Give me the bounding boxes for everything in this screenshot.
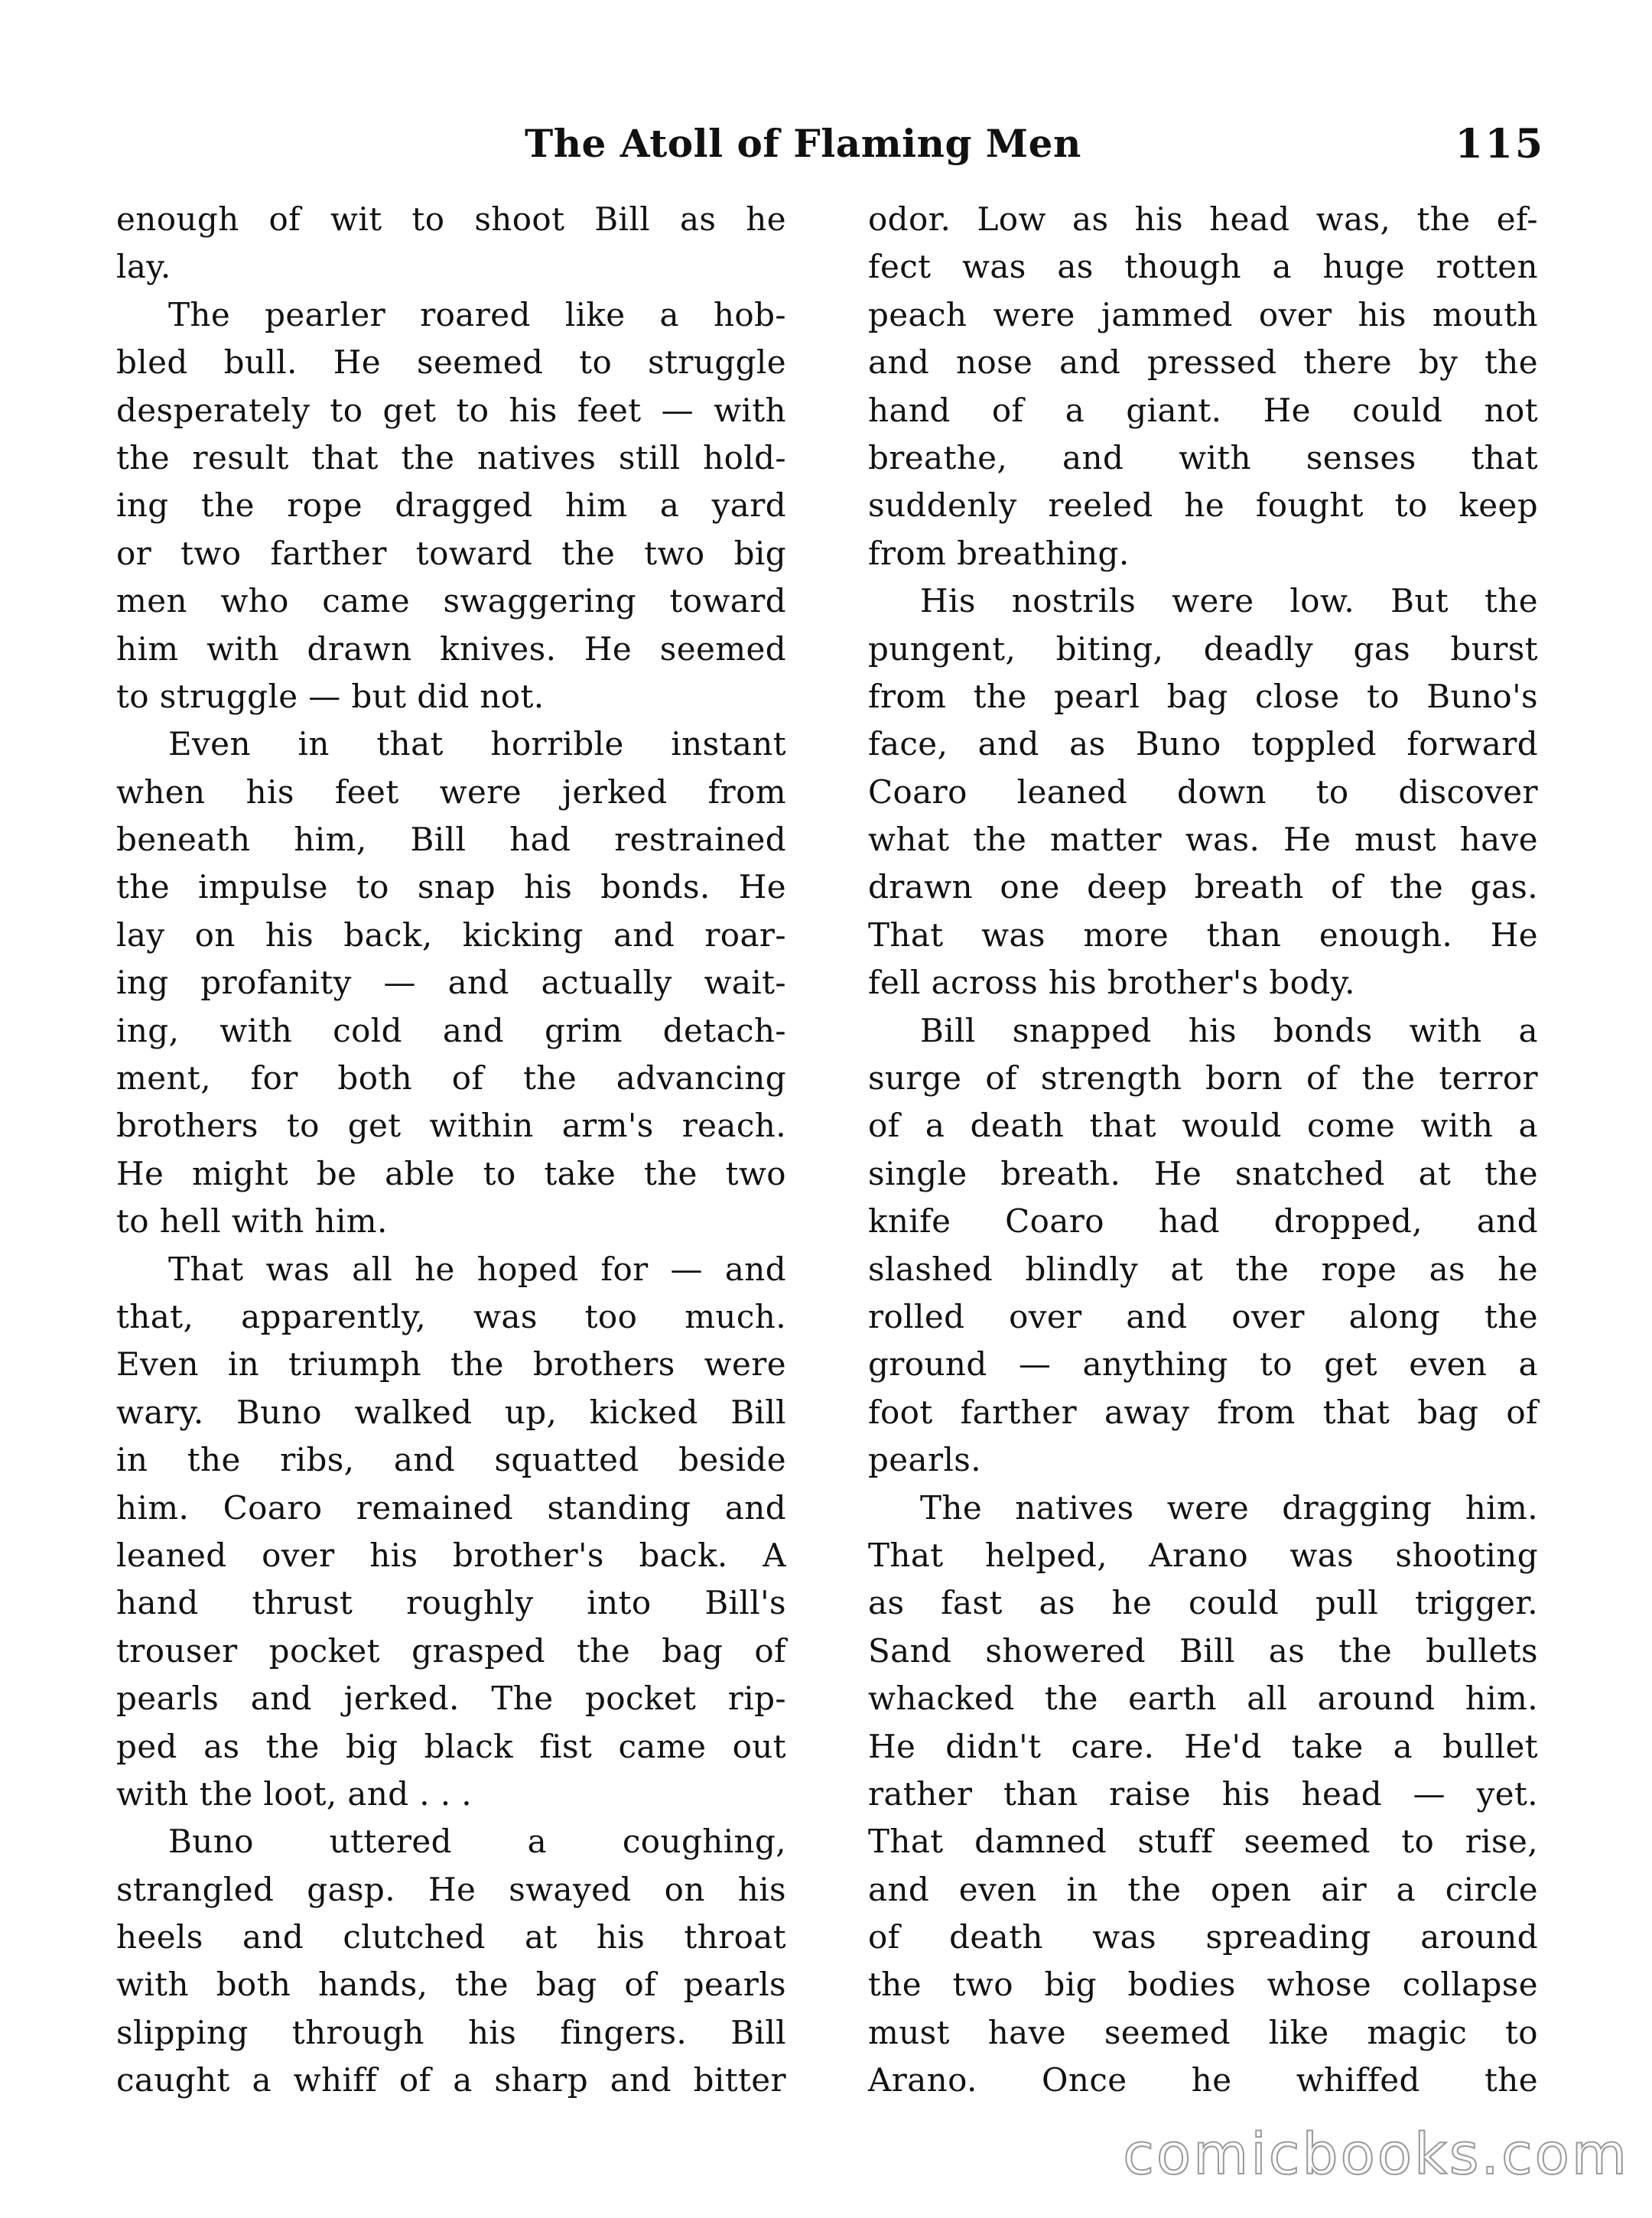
text-line: of a death that would come with a — [868, 1107, 1538, 1145]
text-line: must have seemed like magic to — [868, 2013, 1538, 2051]
text-line: pearls. — [868, 1441, 981, 1479]
text-line: face, and as Buno toppled forward — [868, 725, 1538, 763]
text-line: and even in the open air a circle — [868, 1870, 1538, 1908]
text-line: His nostrils were low. But the — [920, 582, 1538, 620]
text-line: That was more than enough. He — [868, 915, 1538, 954]
text-line: with both hands, the bag of pearls — [116, 1966, 786, 2004]
text-line: hand of a giant. He could not — [868, 391, 1538, 429]
page-header — [115, 121, 1545, 182]
text-line: odor. Low as his head was, the ef- — [868, 200, 1538, 238]
text-line: wary. Buno walked up, kicked Bill — [116, 1393, 786, 1431]
text-line: in the ribs, and squatted beside — [116, 1441, 786, 1479]
text-line: whacked the earth all around him. — [868, 1680, 1538, 1718]
text-column-right — [868, 196, 1538, 2105]
text-line: him with drawn knives. He seemed — [116, 629, 786, 668]
text-line: ground — anything to get even a — [868, 1345, 1538, 1384]
text-line: rather than raise his head — yet. — [868, 1774, 1538, 1813]
text-line: ing profanity — and actually wait- — [116, 964, 786, 1002]
text-line: pungent, biting, deadly gas burst — [868, 629, 1538, 668]
text-line: lay on his back, kicking and roar- — [116, 915, 786, 954]
text-line: to struggle — but did not. — [116, 677, 545, 715]
text-line: Coaro leaned down to discover — [868, 772, 1538, 811]
text-line: with the loot, and . . . — [116, 1774, 473, 1813]
text-line: ing, with cold and grim detach- — [116, 1011, 786, 1049]
text-line: trouser pocket grasped the bag of — [116, 1631, 786, 1670]
text-line: ment, for both of the advancing — [116, 1059, 786, 1098]
text-line: That damned stuff seemed to rise, — [868, 1823, 1538, 1861]
text-line: That was all he hoped for — and — [168, 1250, 786, 1288]
text-line: The natives were dragging him. — [920, 1488, 1538, 1527]
text-line: caught a whiff of a sharp and bitter — [116, 2061, 786, 2099]
text-line: and nose and pressed there by the — [868, 343, 1538, 382]
text-line: foot farther away from that bag of — [868, 1393, 1538, 1431]
text-line: breathe, and with senses that — [868, 438, 1538, 476]
text-line: pearls and jerked. The pocket rip- — [116, 1680, 786, 1718]
text-line: That helped, Arano was shooting — [868, 1536, 1538, 1574]
text-line: desperately to get to his feet — with — [116, 391, 786, 429]
text-line: the impulse to snap his bonds. He — [116, 868, 786, 906]
text-line: fell across his brother's body. — [868, 964, 1355, 1002]
text-line: hand thrust roughly into Bill's — [116, 1584, 786, 1622]
text-line: from the pearl bag close to Buno's — [868, 677, 1538, 715]
text-line: as fast as he could pull trigger. — [868, 1584, 1538, 1622]
text-line: knife Coaro had dropped, and — [868, 1202, 1538, 1241]
text-line: Even in that horrible instant — [168, 725, 786, 763]
text-line: or two farther toward the two big — [116, 534, 786, 572]
text-line: rolled over and over along the — [868, 1297, 1538, 1335]
text-line: lay. — [116, 248, 171, 286]
text-line: He didn't care. He'd take a bullet — [868, 1727, 1538, 1765]
text-line: ing the rope dragged him a yard — [116, 486, 786, 525]
watermark: comicbooks.com — [1123, 2122, 1629, 2187]
text-line: He might be able to take the two — [116, 1154, 786, 1192]
text-line: The pearler roared like a hob- — [168, 295, 786, 333]
text-line: him. Coaro remained standing and — [116, 1488, 786, 1527]
text-line: Buno uttered a coughing, — [168, 1823, 786, 1861]
text-line: suddenly reeled he fought to keep — [868, 486, 1538, 525]
text-line: leaned over his brother's back. A — [116, 1536, 786, 1574]
text-line: when his feet were jerked from — [116, 772, 786, 811]
text-line: drawn one deep breath of the gas. — [868, 868, 1538, 906]
text-line: slashed blindly at the rope as he — [868, 1250, 1538, 1288]
text-line: Even in triumph the brothers were — [116, 1345, 786, 1384]
text-line: that, apparently, was too much. — [116, 1297, 786, 1335]
page-number: 115 — [1455, 121, 1545, 167]
text-line: of death was spreading around — [868, 1918, 1538, 1956]
text-line: heels and clutched at his throat — [116, 1918, 786, 1956]
text-line: slipping through his fingers. Bill — [116, 2013, 786, 2051]
text-line: from breathing. — [868, 534, 1130, 572]
text-column-left — [116, 196, 786, 2105]
text-line: brothers to get within arm's reach. — [116, 1107, 786, 1145]
text-line: the result that the natives still hold- — [116, 438, 786, 476]
text-line: Sand showered Bill as the bullets — [868, 1631, 1538, 1670]
text-line: peach were jammed over his mouth — [868, 295, 1538, 333]
text-line: single breath. He snatched at the — [868, 1154, 1538, 1192]
text-line: enough of wit to shoot Bill as he — [116, 200, 786, 238]
running-title: The Atoll of Flaming Men — [525, 121, 1081, 166]
text-line: men who came swaggering toward — [116, 582, 786, 620]
text-line: strangled gasp. He swayed on his — [116, 1870, 786, 1908]
text-line: to hell with him. — [116, 1202, 388, 1241]
text-line: Arano. Once he whiffed the — [868, 2061, 1538, 2099]
text-line: bled bull. He seemed to struggle — [116, 343, 786, 382]
text-line: fect was as though a huge rotten — [868, 248, 1538, 286]
text-line: the two big bodies whose collapse — [868, 1966, 1538, 2004]
text-line: what the matter was. He must have — [868, 821, 1538, 859]
text-line: ped as the big black fist came out — [116, 1727, 786, 1765]
text-line: surge of strength born of the terror — [868, 1059, 1538, 1098]
text-line: Bill snapped his bonds with a — [920, 1011, 1538, 1049]
text-line: beneath him, Bill had restrained — [116, 821, 786, 859]
